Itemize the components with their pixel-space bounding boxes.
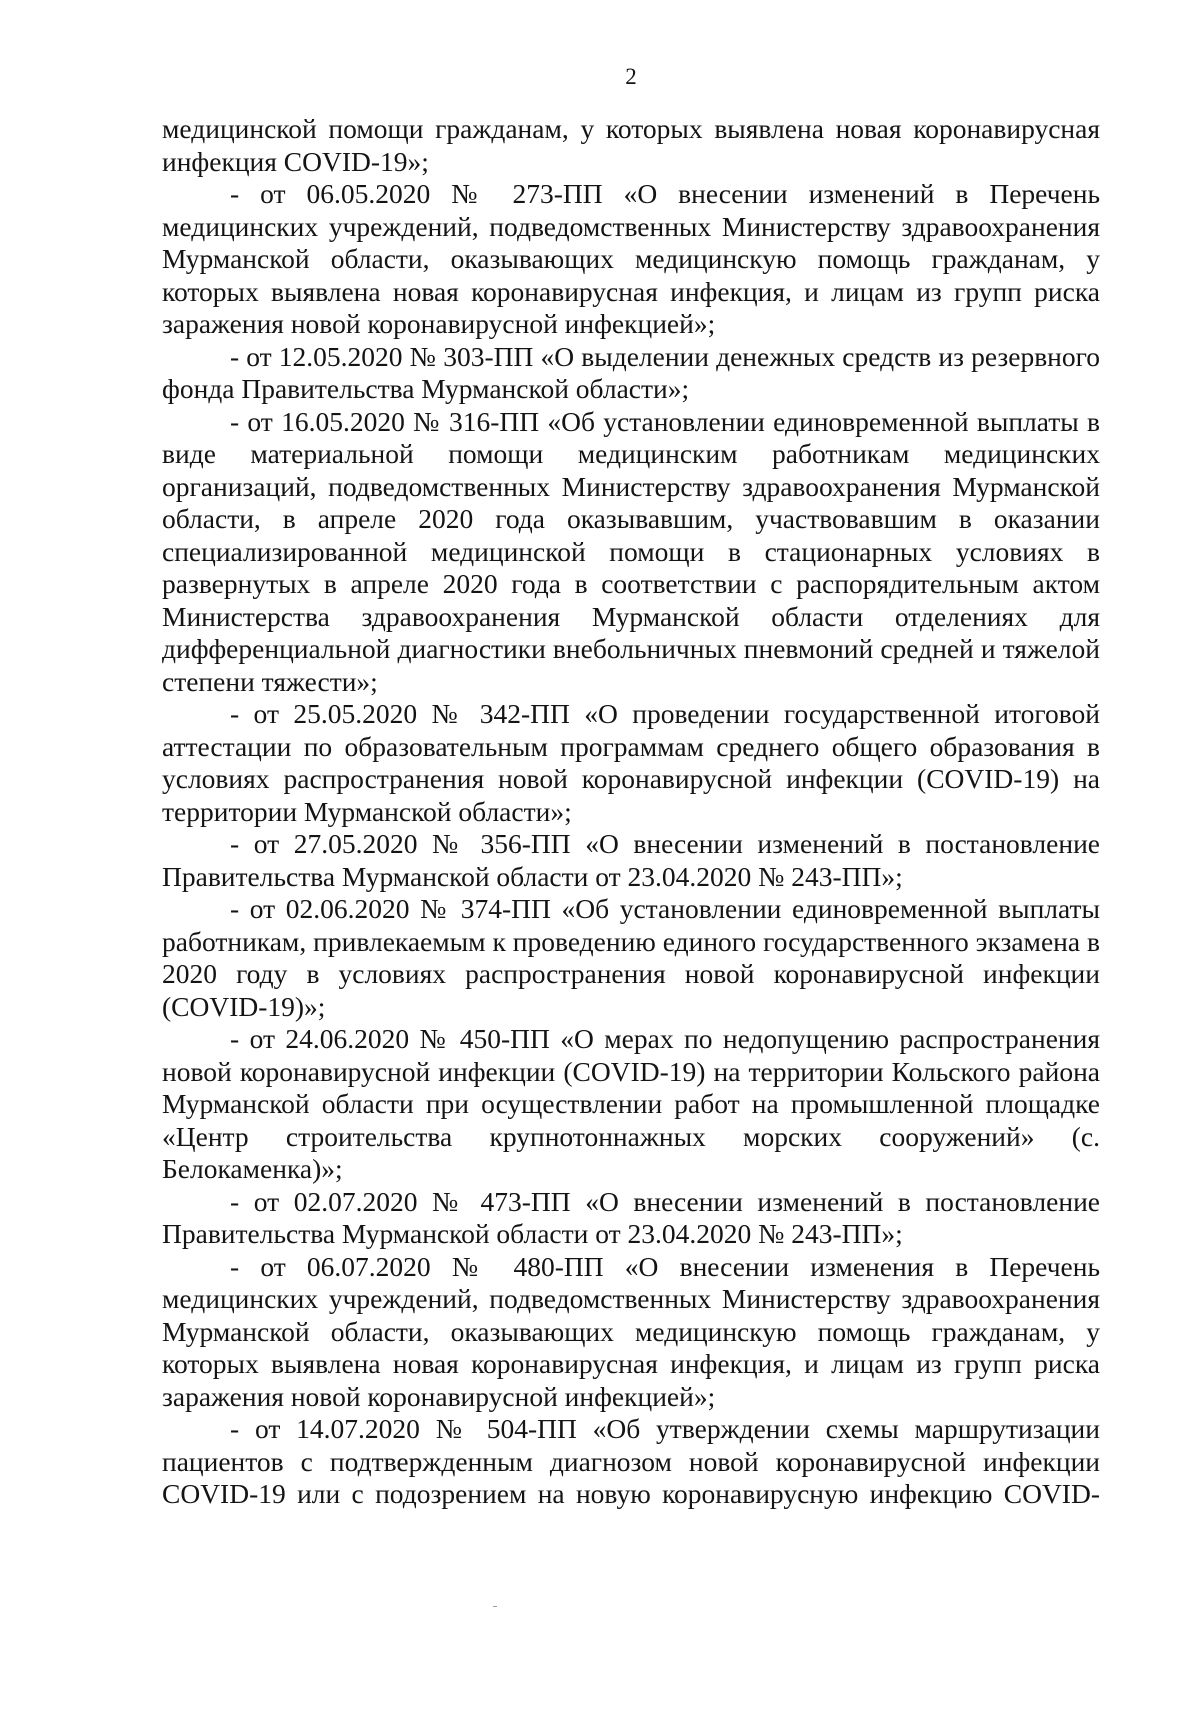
list-item-decree-450: - от 24.06.2020 № 450-ПП «О мерах по недопущению распространения новой коронавирусной инфекции (COVID-19) на территории Кольского района Мурманской области при осуществлении работ на промышленной площадке «Центр строительства крупнотоннажных морских сооружений» (с. Белокаменка)»; [162,1023,1100,1184]
paragraph-continuation: медицинской помощи гражданам, у которых выявлена новая коронавирусная инфекция COVID-19»; [162,113,1100,177]
list-item-decree-342: - от 25.05.2020 № 342-ПП «О проведении государственной итоговой аттестации по образовательным программам среднего общего образования в условиях распространения новой коронавирусной инфекции (COVID-19) на территории Мурманской области»; [162,698,1100,827]
list-item-decree-374: - от 02.06.2020 № 374-ПП «Об установлении единовременной выплаты работникам, привлекаемым к проведению единого государственного экзамена в 2020 году в условиях распространения новой коронавирусной инфекции (COVID-19)»; [162,893,1100,1022]
list-item-decree-316: - от 16.05.2020 № 316-ПП «Об установлении единовременной выплаты в виде материальной помощи медицинским работникам медицинских организаций, подведомственных Министерству здравоохранения Мурманской области, в апреле 2020 года оказывавшим, участвовавшим в оказании специализированной медицинской помощи в стационарных условиях в развернутых в апреле 2020 года в соответствии с распорядительным актом Министерства здравоохранения Мурманской области отделениях для дифференциальной диагностики внебольничных пневмоний средней и тяжелой степени тяжести»; [162,405,1100,697]
list-item-decree-356: - от 27.05.2020 № 356-ПП «О внесении изменений в постановление Правительства Мурманской области от 23.04.2020 № 243-ПП»; [162,828,1100,892]
list-item-decree-473: - от 02.07.2020 № 473-ПП «О внесении изменений в постановление Правительства Мурманской области от 23.04.2020 № 243-ПП»; [162,1185,1100,1249]
list-item-decree-504: - от 14.07.2020 № 504-ПП «Об утверждении схемы маршрутизации пациентов с подтвержденным диагнозом новой коронавирусной инфекции COVID-19 или с подозрением на новую коронавирусную инфекцию COVID- [162,1413,1100,1509]
list-item-decree-303: - от 12.05.2020 № 303-ПП «О выделении денежных средств из резервного фонда Правительства Мурманской области»; [162,340,1100,404]
document-body [162,113,1100,1511]
list-item-decree-480: - от 06.07.2020 № 480-ПП «О внесении изменения в Перечень медицинских учреждений, подведомственных Министерству здравоохранения Мурманской области, оказывающих медицинскую помощь гражданам, у которых выявлена новая коронавирусная инфекция, и лицам из групп риска заражения новой коронавирусной инфекцией»; [162,1250,1100,1412]
list-item-decree-273: - от 06.05.2020 № 273-ПП «О внесении изменений в Перечень медицинских учреждений, подведомственных Министерству здравоохранения Мурманской области, оказывающих медицинскую помощь гражданам, у которых выявлена новая коронавирусная инфекция, и лицам из групп риска заражения новой коронавирусной инфекцией»; [162,178,1100,339]
scan-artifact [493,1606,497,1607]
page-number: 2 [625,64,637,89]
